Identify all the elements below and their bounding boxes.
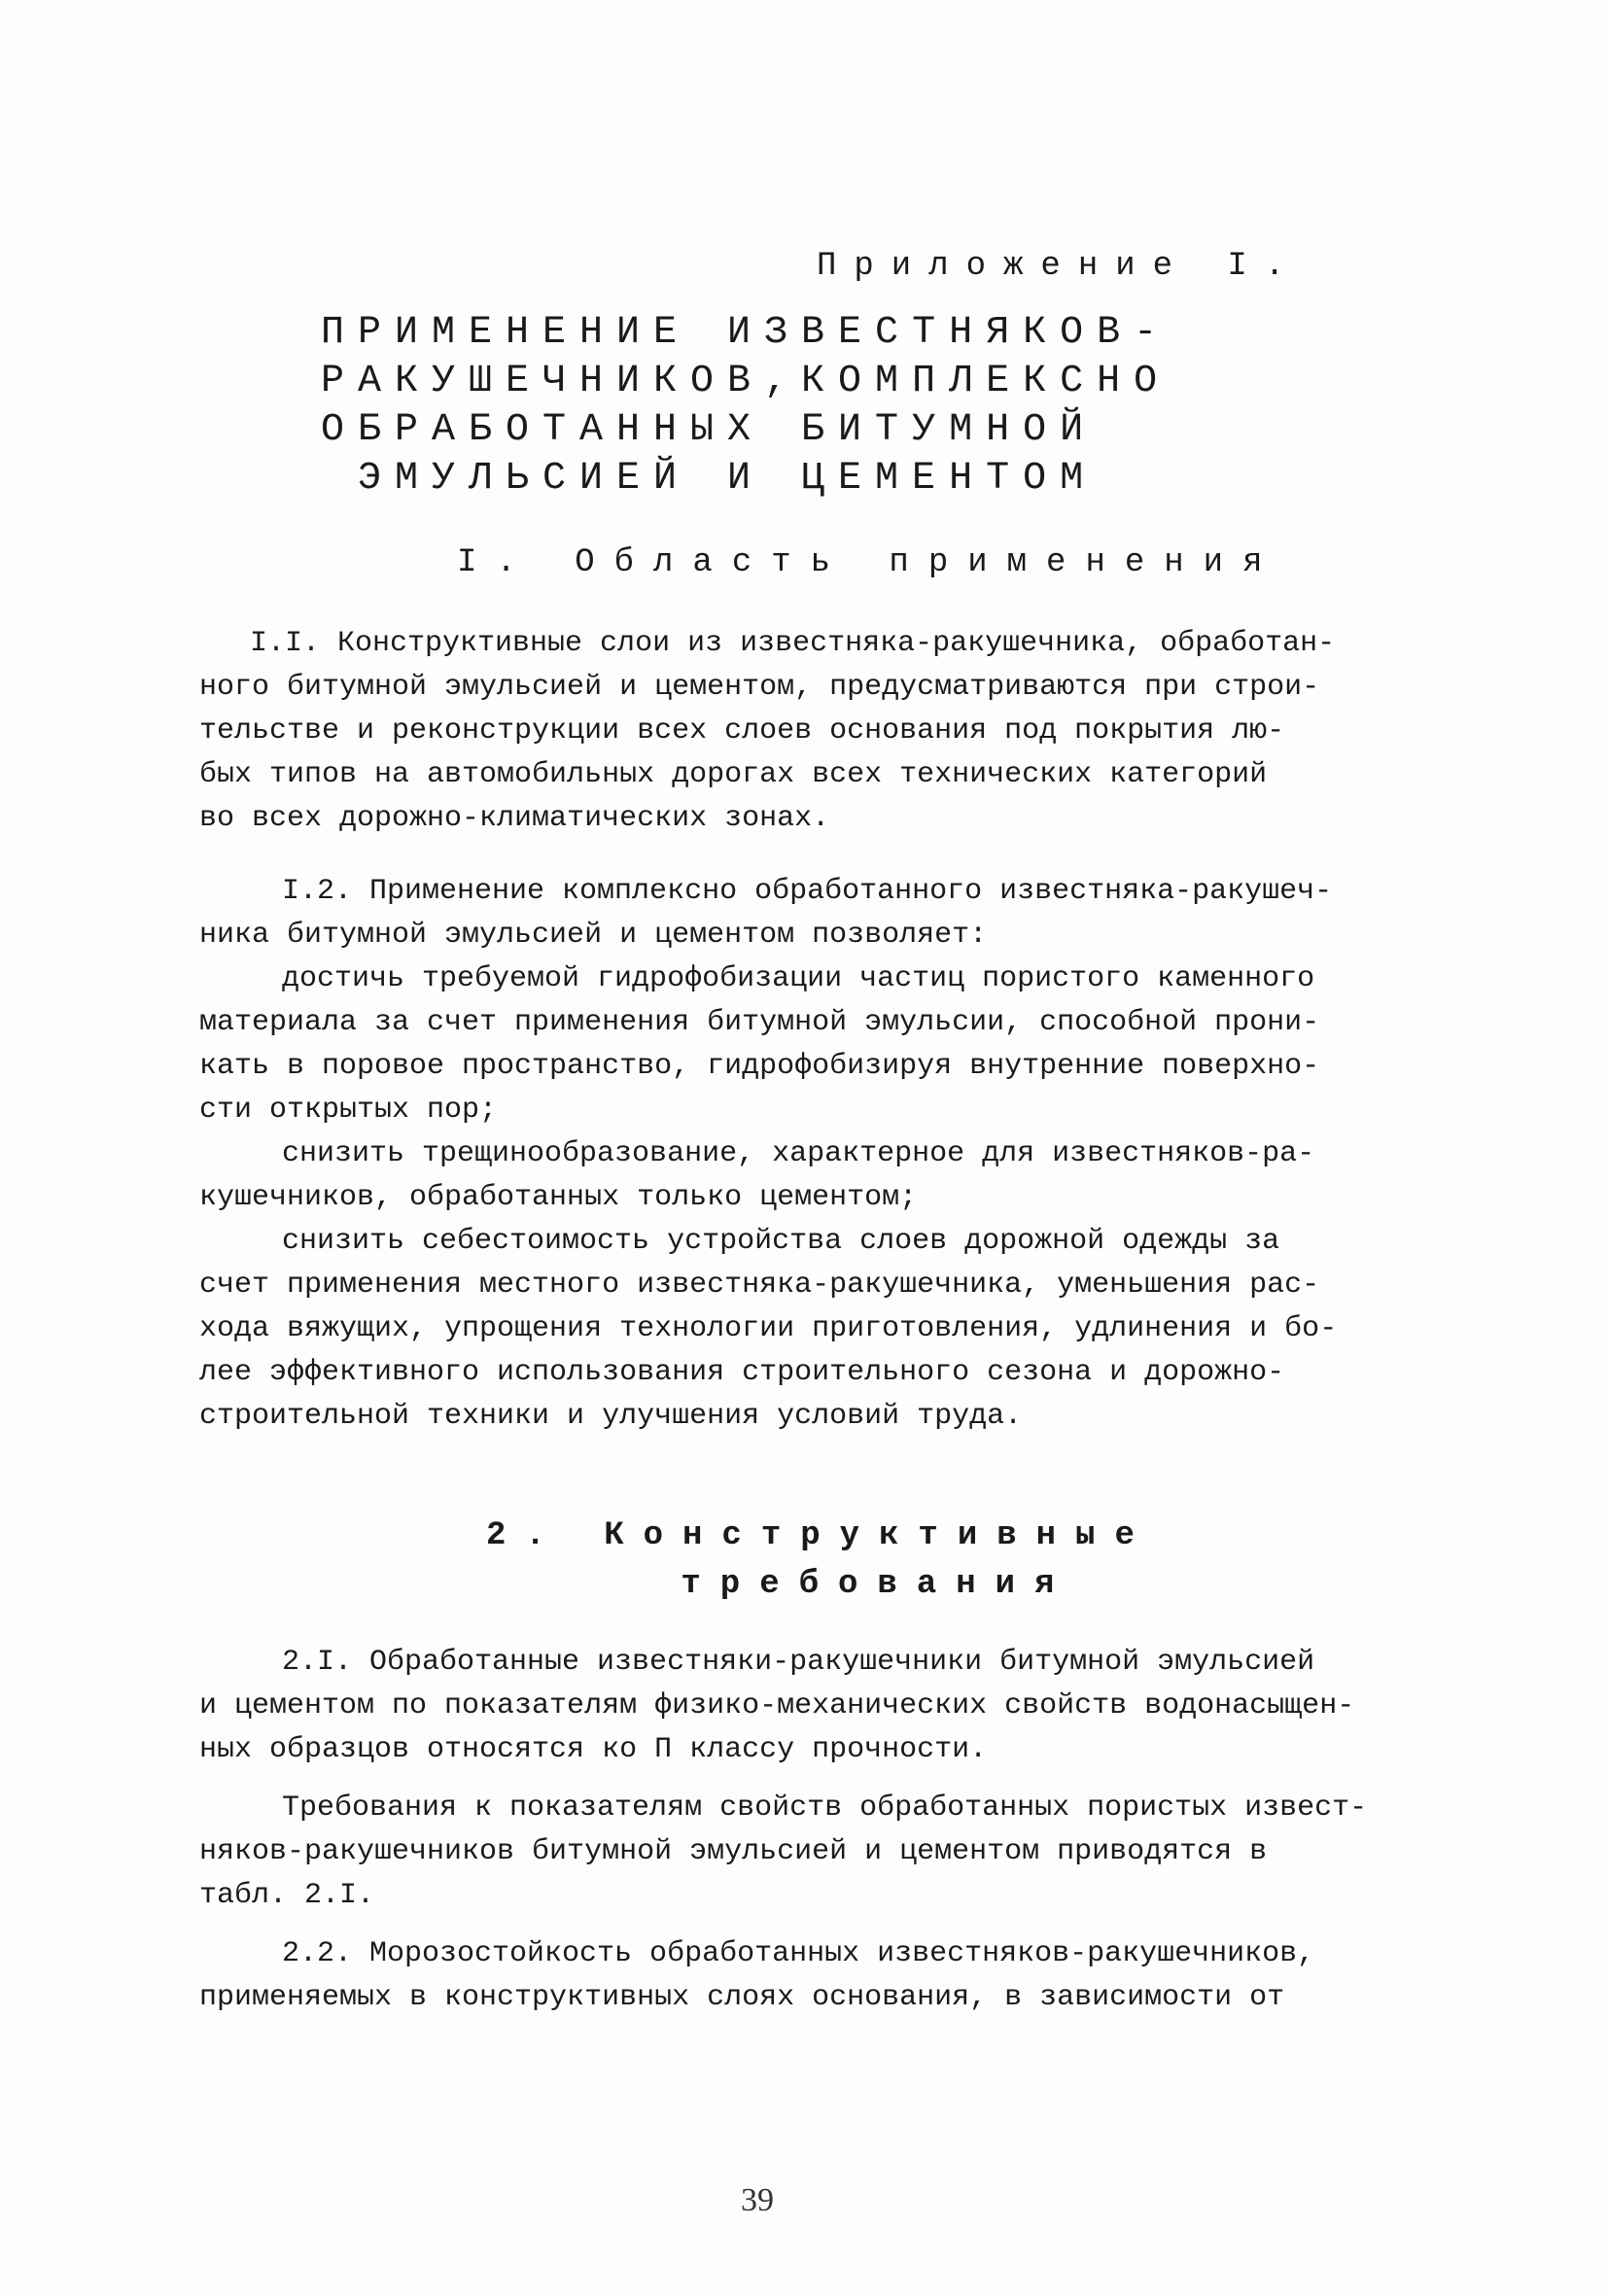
text-line: ника битумной эмульсией и цементом позволяет: <box>199 919 988 952</box>
text-line: Требования к показателям свойств обработанных пористых извест- <box>282 1792 1368 1825</box>
page-number: 39 <box>741 2182 774 2218</box>
text-line: материала за счет применения битумной эмульсии, способной прони- <box>199 1006 1320 1039</box>
text-line: табл. 2.I. <box>199 1879 375 1912</box>
text-line: счет применения местного известняка-ракушечника, уменьшения рас- <box>199 1269 1320 1302</box>
text-line: и цементом по показателям физико-механических свойств водонасыщен- <box>199 1689 1355 1722</box>
text-line: применяемых в конструктивных слоях основания, в зависимости от <box>199 1981 1285 2014</box>
text-line: строительной техники и улучшения условий труда. <box>199 1400 1023 1433</box>
document-title <box>321 309 1196 504</box>
paragraph-2-2 <box>199 1932 1453 2020</box>
paragraph-2-1-requirements <box>199 1787 1453 1918</box>
text-line: во всех дорожно-климатических зонах. <box>199 802 830 835</box>
text-line: 2.I. Обработанные известняки-ракушечники битумной эмульсией <box>282 1646 1315 1679</box>
text-line: ного битумной эмульсией и цементом, предусматриваются при строи- <box>199 671 1320 704</box>
section-1-heading: I. Область применения <box>457 544 1282 581</box>
text-line: I.I. Конструктивные слои из известняка-ракушечника, обработан- <box>250 627 1336 660</box>
text-line: бых типов на автомобильных дорогах всех технических категорий <box>199 758 1268 791</box>
paragraph-2-1 <box>199 1641 1453 1772</box>
text-line: хода вяжущих, упрощения технологии приготовления, удлинения и бо- <box>199 1312 1338 1345</box>
text-line: снизить трещинообразование, характерное для известняков-ра- <box>282 1137 1315 1170</box>
text-line: снизить себестоимость устройства слоев дорожной одежды за <box>282 1225 1280 1258</box>
title-line: ЭМУЛЬСИЕЙ И ЦЕМЕНТОМ <box>358 457 1098 501</box>
text-line: няков-ракушечников битумной эмульсией и цементом приводятся в <box>199 1835 1268 1868</box>
text-line: ных образцов относятся ко П классу прочности. <box>199 1733 988 1766</box>
text-line: 2.2. Морозостойкость обработанных известняков-ракушечников, <box>282 1937 1315 1970</box>
paragraph-1-1 <box>199 622 1453 841</box>
text-line: достичь требуемой гидрофобизации частиц пористого каменного <box>282 962 1315 995</box>
text-line: I.2. Применение комплексно обработанного известняка-ракушеч- <box>282 875 1333 908</box>
appendix-label: Приложение I. <box>817 248 1303 285</box>
text-line: сти открытых пор; <box>199 1094 498 1127</box>
text-line: тельстве и реконструкции всех слоев основания под покрытия лю- <box>199 714 1285 748</box>
text-line: лее эффективного использования строительного сезона и дорожно- <box>199 1356 1285 1389</box>
section-2-heading <box>486 1512 1154 1609</box>
title-line: РАКУШЕЧНИКОВ,КОМПЛЕКСНО <box>321 360 1171 403</box>
text-line: кать в поровое пространство, гидрофобизируя внутренние поверхно- <box>199 1050 1320 1083</box>
title-line: ОБРАБОТАННЫХ БИТУМНОЙ <box>321 408 1098 452</box>
section-2-heading-line: 2. Конструктивные <box>486 1517 1154 1554</box>
text-line: кушечников, обработанных только цементом; <box>199 1181 918 1214</box>
paragraph-1-2 <box>199 870 1453 1439</box>
section-2-heading-line: требования <box>681 1566 1074 1603</box>
title-line: ПРИМЕНЕНИЕ ИЗВЕСТНЯКОВ- <box>321 311 1171 355</box>
